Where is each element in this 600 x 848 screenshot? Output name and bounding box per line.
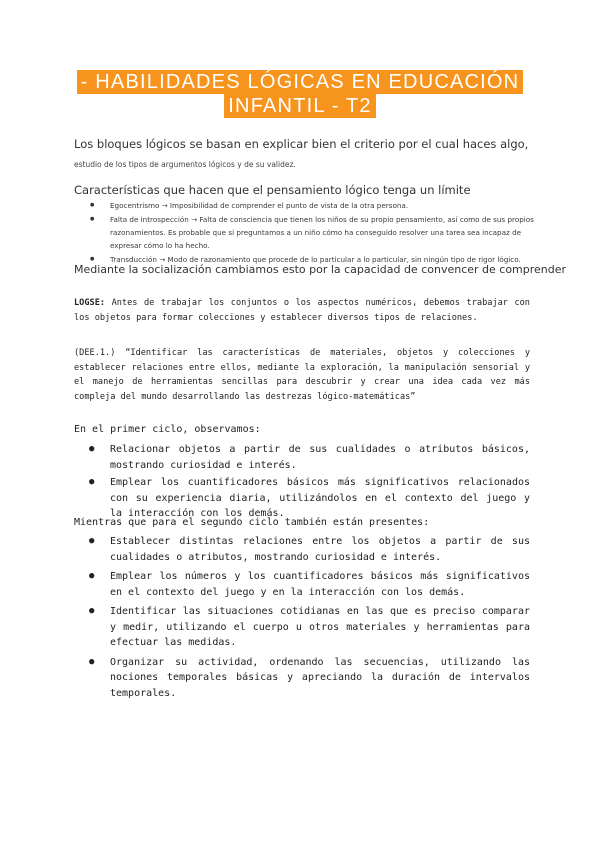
- intro-note: estudio de los tipos de argumentos lógicos y de su validez.: [74, 160, 296, 169]
- intro-paragraph: [74, 134, 534, 173]
- cycle2-list: [74, 534, 530, 705]
- list-item: ● Emplear los cuantificadores básicos más significativos relacionados con su experiencia diaria, utilizándolos en el contexto del juego y la interacción con los demás.: [74, 475, 530, 522]
- dee-paragraph: (DEE.1.) “Identificar las características de materiales, objetos y colecciones y establecer relaciones entre ellos, mediante la exploración, la manipulación sensorial y el manejo de herramientas sencillas para descubrir y crear una idea cada vez más compleja del mundo desarrollando las destrezas lógico-matemáticas”: [74, 348, 530, 402]
- list-item: ● Organizar su actividad, ordenando las secuencias, utilizando las nociones temporales básicas y apreciando la duración de intervalos temporales.: [74, 655, 530, 702]
- intro-main: Los bloques lógicos se basan en explicar bien el criterio por el cual haces algo,: [74, 137, 529, 151]
- page-title: [0, 70, 600, 118]
- list-item: ● Emplear los números y los cuantificadores básicos más significativos en el contexto del juego y en la interacción con los demás.: [74, 569, 530, 600]
- logse-paragraph: [74, 296, 530, 325]
- logse-label: LOGSE:: [74, 298, 106, 308]
- list-item: ● Relacionar objetos a partir de sus cualidades o atributos básicos, mostrando curiosidad e interés.: [74, 442, 530, 473]
- list-item: ● Establecer distintas relaciones entre los objetos a partir de sus cualidades o atributos, mostrando curiosidad e interés.: [74, 534, 530, 565]
- cycle2-heading: Mientras que para el segundo ciclo también están presentes:: [74, 517, 430, 528]
- logse-text: Antes de trabajar los conjuntos o los aspectos numéricos, debemos trabajar con los objetos para formar colecciones y establecer diversos tipos de relaciones.: [74, 298, 530, 323]
- list-item: ● Identificar las situaciones cotidianas en las que es preciso comparar y medir, utilizando el cuerpo u otros materiales y herramientas para efectuar las medidas.: [74, 604, 530, 651]
- title-line-1: - HABILIDADES LÓGICAS EN EDUCACIÓN: [77, 70, 524, 94]
- feature-item: ● Falta de introspección → Falta de consciencia que tienen los niños de su propio pensamiento, así como de sus propios razonamientos. Es probable que si preguntamos a un niño cómo ha conseguido resolver una tarea sea incapaz de expresar cómo lo ha hecho.: [74, 213, 534, 252]
- feature-item: ● Transducción → Modo de razonamiento que procede de lo particular a lo particular, sin ningún tipo de rigor lógico.: [74, 253, 534, 266]
- cycle1-list: [74, 442, 530, 524]
- socialization-line: Mediante la socialización cambiamos esto por la capacidad de convencer de comprender: [74, 263, 567, 276]
- cycle1-heading: En el primer ciclo, observamos:: [74, 424, 261, 435]
- title-line-2: INFANTIL - T2: [224, 94, 375, 118]
- features-heading: Características que hacen que el pensamiento lógico tenga un límite: [74, 183, 471, 197]
- features-list: [74, 199, 534, 267]
- feature-item: ● Egocentrismo → Imposibilidad de comprender el punto de vista de la otra persona.: [74, 199, 534, 212]
